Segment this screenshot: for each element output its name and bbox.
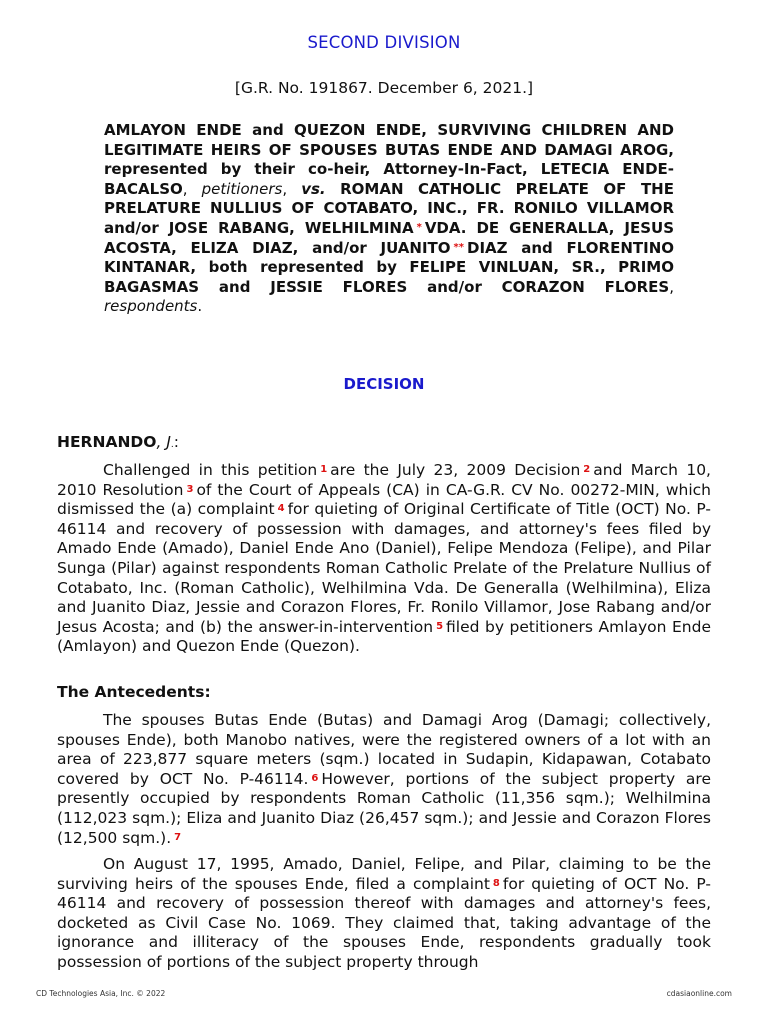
paragraph-text: of the Court of Appeals (CA) in CA-G.R. CV No. 00272-MIN, which dismissed the (a) complaint [57, 480, 711, 519]
paragraph-text: The spouses Butas Ende (Butas) and Damagi Arog (Damagi; collectively, spouses Ende), both Manobo natives, were the registered owners of a lot with an area of 223,877 square meters (sqm.) located in Sudapin, Kidapawan, Cotabato covered by OCT No. P-46114. [57, 711, 711, 788]
petitioners-label: petitioners [201, 179, 283, 198]
ponente-name: HERNANDO [57, 433, 157, 451]
caption-part2: ROMAN CATHOLIC PRELATE OF THE PRELATURE NULLIUS OF COTABATO, INC., FR. RONILO VILLAMOR and/or JOSE RABANG, WELHILMINA [104, 179, 674, 237]
ponente-dot: . [170, 440, 174, 450]
footnote-ref-double-star[interactable]: ** [453, 241, 465, 253]
footnote-ref-7[interactable]: 7 [174, 831, 182, 843]
paragraph-text: for quieting of Original Certificate of Title (OCT) No. P-46114 and recovery of possession with damages, and attorney's fees filed by Amado Ende (Amado), Daniel Ende Ano (Daniel), Felipe Mendoza (Felipe), and Pilar Sunga (Pilar) against respondents Roman Catholic Prelate of the Prelature Nullius of Cotabato, Inc. (Roman Catholic), Welhilmina Vda. De Generalla (Welhilmina), Eliza and Juanito Diaz, Jessie and Corazon Flores, Fr. Ronilo Villamor, Jose Rabang and/or Jesus Acosta; and (b) the answer-in-intervention [57, 500, 712, 636]
caption-part1: AMLAYON ENDE and QUEZON ENDE, SURVIVING CHILDREN AND LEGITIMATE HEIRS OF SPOUSES BUTAS ENDE AND DAMAGI AROG, represented by their co-heir, Attorney-In-Fact, LETECIA ENDE-BACALSO [104, 121, 674, 198]
case-caption [104, 121, 674, 317]
division-heading: SECOND DIVISION [307, 33, 461, 52]
footer-copyright: CD Technologies Asia, Inc. © 2022 [36, 989, 166, 998]
caption-comma: , [282, 179, 302, 198]
footnote-ref-2[interactable]: 2 [583, 464, 591, 475]
caption-comma: , [182, 179, 202, 198]
paragraph-text: filed by petitioners Amlayon Ende (Amlayon) and Quezon Ende (Quezon). [57, 617, 711, 656]
footnote-ref-5[interactable]: 5 [436, 620, 444, 632]
footnote-ref-6[interactable]: 6 [311, 772, 319, 784]
caption-part3: VDA. DE GENERALLA, JESUS ACOSTA, ELIZA DIAZ, and/or JUANITO [104, 218, 675, 257]
antecedents-heading: The Antecedents: [57, 683, 211, 701]
footer-site[interactable]: cdasiaonline.com [666, 989, 732, 998]
ponente-suffix: , J [156, 433, 171, 451]
caption-period: . [197, 297, 203, 316]
case-number: [G.R. No. 191867. December 6, 2021.] [234, 79, 534, 97]
paragraph-text: and March 10, 2010 Resolution [57, 461, 711, 499]
ponente-colon: : [173, 433, 180, 451]
respondents-label: respondents [104, 297, 198, 316]
caption-comma: , [669, 277, 674, 296]
decision-heading: DECISION [343, 375, 425, 393]
versus-label: vs. [301, 179, 326, 198]
paragraph-text: Challenged in this petition [103, 461, 318, 479]
footnote-ref-1[interactable]: 1 [320, 464, 328, 475]
footnote-ref-3[interactable]: 3 [186, 483, 194, 495]
paragraph-text: However, portions of the subject property are presently occupied by respondents Roman Catholic (11,356 sqm.); Welhilmina (112,023 sqm.); Eliza and Juanito Diaz (26,457 sqm.); and Jessie and Corazon Flores (12,500 sqm.). [57, 769, 711, 847]
footnote-ref-4[interactable]: 4 [277, 503, 285, 515]
paragraph-1 [57, 461, 711, 657]
paragraph-text: for quieting of OCT No. P-46114 and recovery of possession thereof with damages and attorney's fees, docketed as Civil Case No. 1069. They claimed that, taking advantage of the ignorance and illiteracy of the spouses Ende, respondents gradually took possession of portions of the subject property through [57, 874, 711, 971]
caption-part4: DIAZ and FLORENTINO KINTANAR, both represented by FELIPE VINLUAN, SR., PRIMO BAGASMAS and JESSIE FLORES and/or CORAZON FLORES [104, 238, 675, 296]
paragraph-text: On August 17, 1995, Amado, Daniel, Felipe, and Pilar, claiming to be the surviving heirs of the spouses Ende, filed a complaint [57, 855, 711, 893]
paragraph-2 [57, 711, 711, 848]
footnote-ref-8[interactable]: 8 [492, 877, 500, 889]
footnote-ref-star[interactable]: * [416, 221, 422, 233]
paragraph-3 [57, 855, 711, 973]
paragraph-text: are the July 23, 2009 Decision [330, 461, 581, 479]
ponente [57, 433, 179, 451]
